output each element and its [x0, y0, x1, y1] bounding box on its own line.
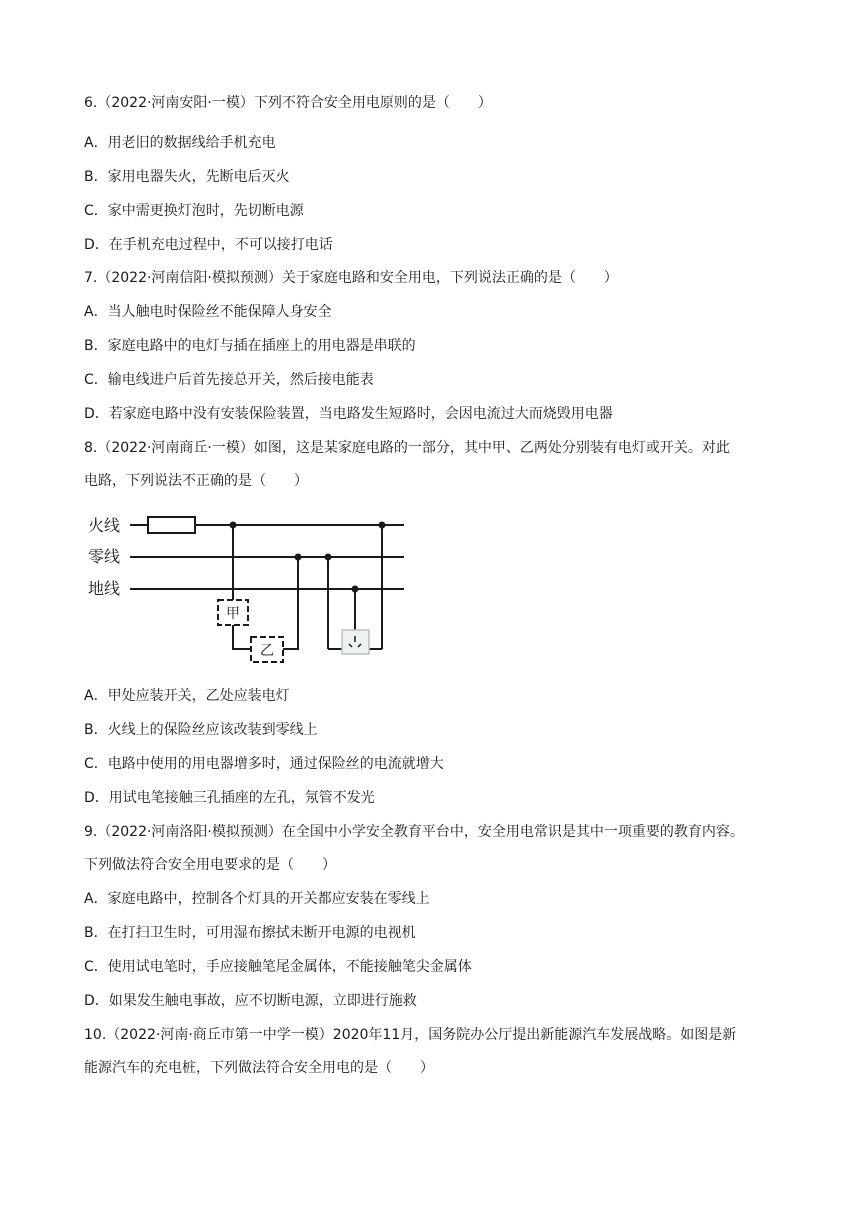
junction-dot	[352, 586, 359, 593]
question-7-option-a: A．当人触电时保险丝不能保障人身安全	[84, 304, 332, 320]
neutral-wire-label: 零线	[88, 547, 121, 566]
question-8-option-a: A．甲处应装开关，乙处应装电灯	[84, 688, 290, 704]
junction-dot	[295, 554, 302, 561]
question-7-stem: 7.（2022·河南信阳·模拟预测）关于家庭电路和安全用电，下列说法正确的是（ ）	[84, 270, 618, 286]
question-10-stem-line-1: 10.（2022·河南·商丘市第一中学一模）2020年11月，国务院办公厅提出新能源汽车发展战略。如图是新	[84, 1027, 737, 1043]
question-9-option-a: A．家庭电路中，控制各个灯具的开关都应安装在零线上	[84, 891, 430, 907]
box-b-label: 乙	[260, 643, 274, 659]
question-8-option-b: B．火线上的保险丝应该改装到零线上	[84, 722, 318, 738]
question-6-option-b: B．家用电器失火，先断电后灭火	[84, 169, 290, 185]
question-7-option-c: C．输电线进户后首先接总开关，然后接电能表	[84, 372, 374, 388]
question-8-option-c: C．电路中使用的用电器增多时，通过保险丝的电流就增大	[84, 756, 444, 772]
household-circuit-diagram	[84, 508, 414, 668]
question-8-stem-line-2: 电路，下列说法不正确的是（ ）	[84, 473, 308, 489]
live-wire-label: 火线	[88, 516, 121, 535]
branch-1-return-wire	[283, 557, 298, 649]
question-6-stem: 6.（2022·河南安阳·一模）下列不符合安全用电原则的是（ ）	[84, 95, 492, 111]
question-9-option-b: B．在打扫卫生时，可用湿布擦拭未断开电源的电视机	[84, 925, 416, 941]
junction-dot	[379, 522, 386, 529]
question-6-option-d: D．在手机充电过程中，不可以接打电话	[84, 237, 333, 253]
question-6-option-a: A．用老旧的数据线给手机充电	[84, 135, 276, 151]
question-7-option-b: B．家庭电路中的电灯与插在插座上的用电器是串联的	[84, 338, 416, 354]
junction-dot	[230, 522, 237, 529]
branch-1-link-wire	[233, 625, 251, 649]
ground-wire-label: 地线	[88, 579, 121, 598]
fuse	[148, 517, 195, 533]
junction-dot	[325, 554, 332, 561]
question-9-stem-line-2: 下列做法符合安全用电要求的是（ ）	[84, 857, 336, 873]
question-6-option-c: C．家中需更换灯泡时，先切断电源	[84, 203, 304, 219]
question-8-stem-line-1: 8.（2022·河南商丘·一模）如图，这是某家庭电路的一部分，其中甲、乙两处分别装有电灯或开关。对此	[84, 440, 730, 456]
question-7-option-d: D．若家庭电路中没有安装保险装置，当电路发生短路时，会因电流过大而烧毁用电器	[84, 406, 613, 422]
box-a-label: 甲	[226, 606, 240, 622]
question-9-option-d: D．如果发生触电事故，应不切断电源，立即进行施救	[84, 993, 417, 1009]
question-9-stem-line-1: 9.（2022·河南洛阳·模拟预测）在全国中小学安全教育平台中，安全用电常识是其中一项重要的教育内容。	[84, 824, 744, 840]
question-8-option-d: D．用试电笔接触三孔插座的左孔，氖管不发光	[84, 790, 375, 806]
question-10-stem-line-2: 能源汽车的充电桩，下列做法符合安全用电的是（ ）	[84, 1060, 434, 1076]
question-9-option-c: C．使用试电笔时，手应接触笔尾金属体，不能接触笔尖金属体	[84, 959, 472, 975]
